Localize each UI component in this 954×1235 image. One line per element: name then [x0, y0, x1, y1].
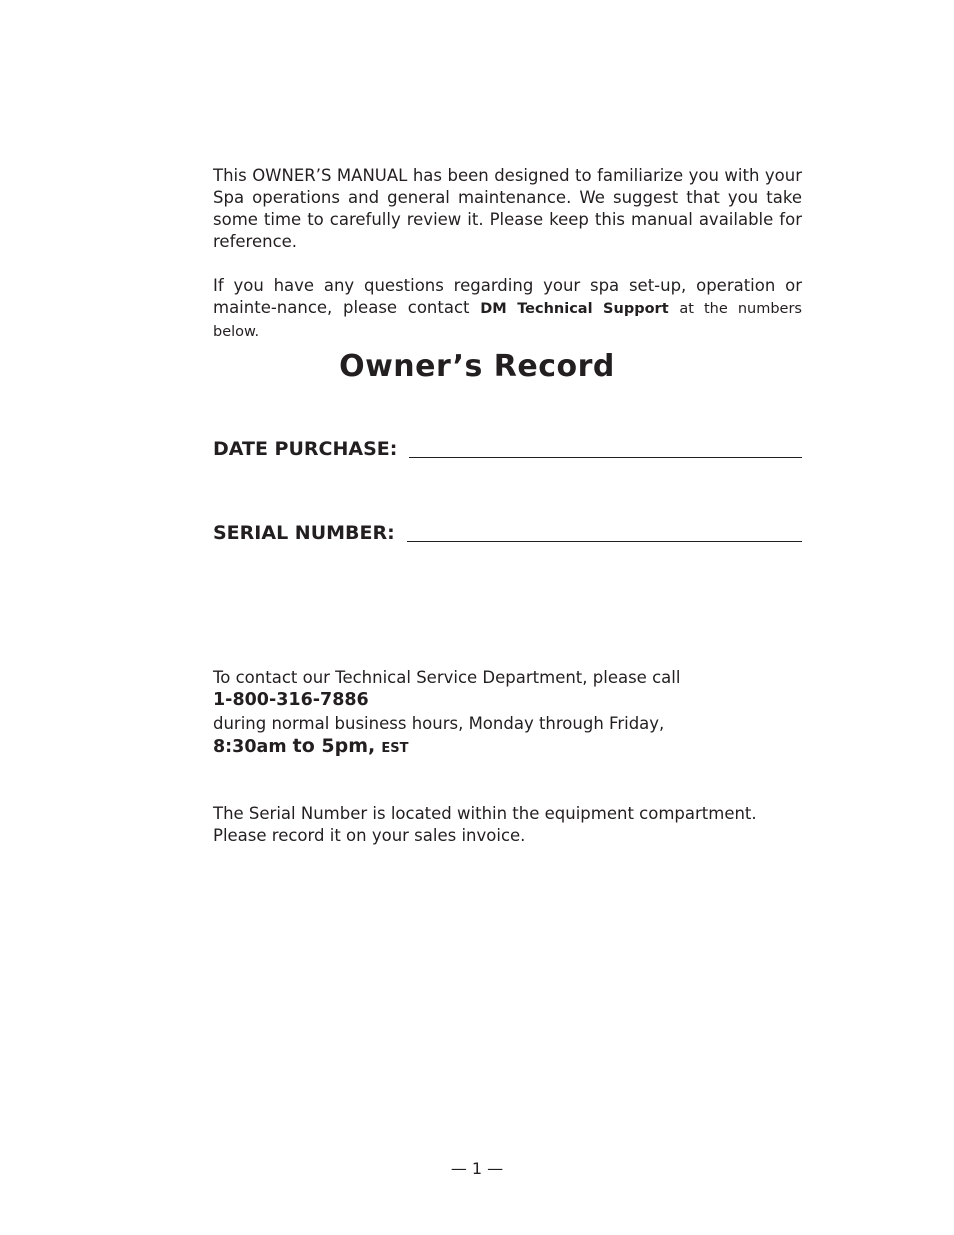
hours-end: to 5pm, — [292, 735, 376, 757]
intro-paragraph-2-lead: If you have any questions regarding your spa set-up, operation or mainte-nance, please contact — [213, 276, 802, 317]
date-purchase-blank-line — [409, 437, 802, 458]
intro-section — [213, 165, 802, 365]
serial-number-blank-line — [407, 521, 802, 542]
serial-note-line-2: Please record it on your sales invoice. — [213, 826, 526, 845]
intro-paragraph-2-tail: at the numbers below. — [213, 301, 802, 340]
serial-note-line-1: The Serial Number is located within the equipment compartment. — [213, 804, 757, 823]
support-name: DM Technical Support — [480, 301, 669, 317]
page-number: — 1 — — [450, 1159, 504, 1178]
hours-start: 8:30am — [213, 737, 287, 757]
date-purchase-label: DATE PURCHASE: — [213, 438, 398, 460]
intro-paragraph-2 — [213, 275, 802, 343]
contact-hours — [213, 735, 802, 760]
contact-business-hours-text: during normal business hours, Monday through Friday, — [213, 714, 665, 733]
date-purchase-field — [213, 437, 802, 461]
contact-intro: To contact our Technical Service Department, please call — [213, 668, 681, 687]
contact-section — [213, 666, 802, 760]
serial-note-section — [213, 803, 802, 847]
serial-number-field — [213, 521, 802, 545]
intro-paragraph-1: This OWNER’S MANUAL has been designed to familiarize you with your Spa operations and general maintenance. We suggest that you take some time to carefully review it. Please keep this manual available for reference. — [213, 166, 802, 251]
hours-timezone: EST — [381, 741, 409, 756]
serial-number-label: SERIAL NUMBER: — [213, 522, 395, 544]
page-title: Owner’s Record — [339, 349, 615, 384]
contact-phone: 1-800-316-7886 — [213, 690, 369, 710]
